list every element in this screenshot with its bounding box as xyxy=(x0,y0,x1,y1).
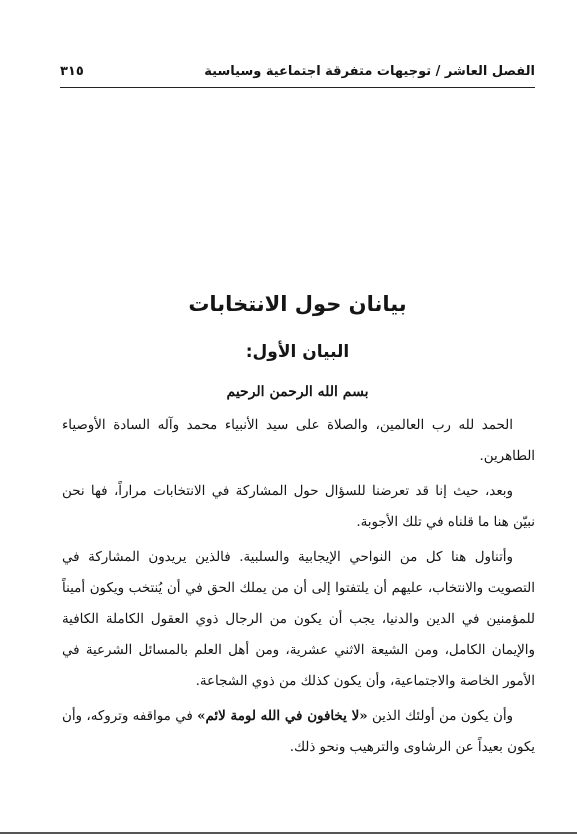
paragraph: وأتناول هنا كل من النواحي الإيجابية والسلبية. فالذين يريدون المشاركة في التصويت والانتخاب، عليهم أن يلتفتوا إلى أن من يملك الحق في أن يُنتخب ويكون أميناً للمؤمنين في الدين والدنيا، يجب أن يكون من الرجال ذوي العقول الكاملة الكافية والإيمان الكامل، ومن الشيعة الاثني عشرية، ومن أهل العلم بالمسائل الشرعية في الأمور الخاصة والاجتماعية، وأن يكون كذلك من ذوي الشجاعة. xyxy=(62,550,535,689)
chapter-title: الفصل العاشر / توجيهات متفرقة اجتماعية وسياسية xyxy=(204,64,535,79)
page-bottom-edge xyxy=(0,832,577,834)
paragraph xyxy=(62,701,535,763)
basmala-line: بسم الله الرحمن الرحيم xyxy=(226,384,369,400)
body-text xyxy=(62,410,535,767)
header-divider xyxy=(60,87,535,88)
statement-heading: البيان الأول: xyxy=(245,342,350,362)
paragraph-text: في مواقفه وتروكه، وأن يكون بعيداً عن الرشاوى والترهيب ونحو ذلك. xyxy=(62,709,535,755)
page-number: ٣١٥ xyxy=(60,64,84,79)
paragraph: الحمد لله رب العالمين، والصلاة على سيد الأنبياء محمد وآله السادة الأوصياء الطاهرين. xyxy=(62,418,535,464)
paragraph: وبعد، حيث إنا قد تعرضنا للسؤال حول المشاركة في الانتخابات مراراً، فها نحن نبيّن هنا ما قلناه في تلك الأجوبة. xyxy=(62,484,535,530)
quoted-phrase: «لا يخافون في الله لومة لائم» xyxy=(197,708,368,724)
section-title: بيانان حول الانتخابات xyxy=(188,292,407,316)
paragraph-text: وأن يكون من أولئك الذين xyxy=(367,709,514,724)
running-header xyxy=(60,62,535,84)
